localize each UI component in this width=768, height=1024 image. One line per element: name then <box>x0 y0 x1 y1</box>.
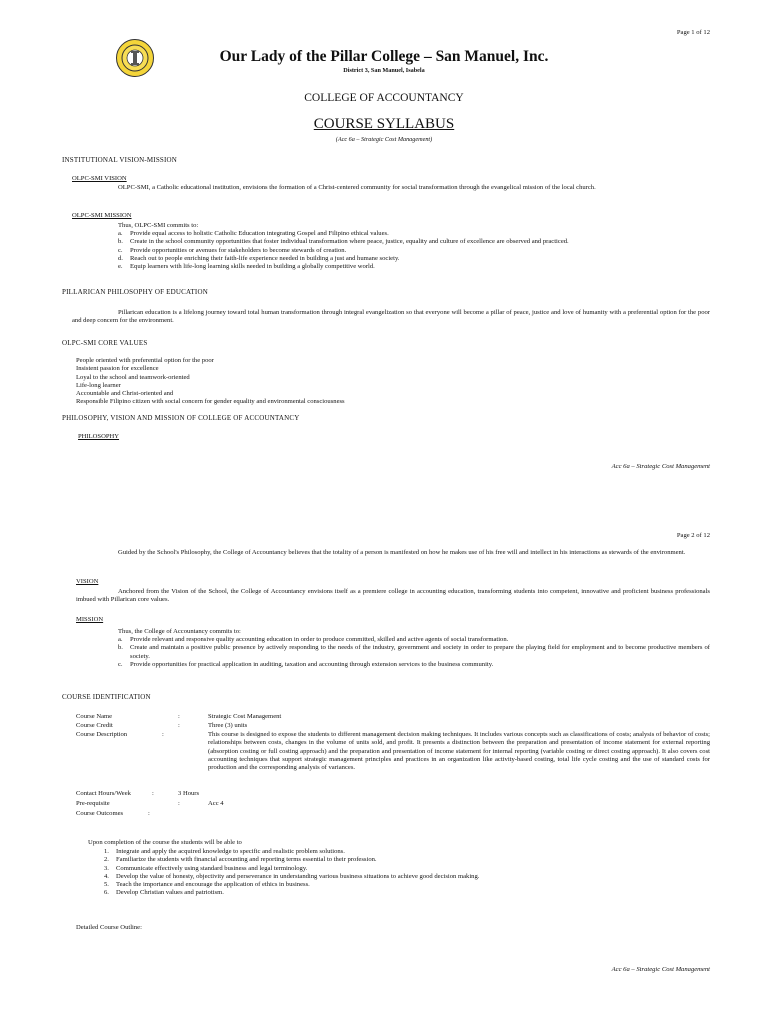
list-item: a. Provide relevant and responsive quality accounting education in order to produce committed, skilled and active agents of social transformation. <box>118 636 509 643</box>
detailed-course-outline-label: Detailed Course Outline: <box>76 924 142 931</box>
olpc-mission-intro: Thus, OLPC-SMI commits to: <box>118 222 199 229</box>
doc-title: COURSE SYLLABUS <box>313 116 455 132</box>
coa-mission-intro: Thus, the College of Accountancy commits to: <box>118 628 241 635</box>
course-credit-value: Three (3) units <box>208 722 248 729</box>
seal-icon <box>120 43 150 73</box>
coa-philosophy-heading: PHILOSOPHY <box>78 433 120 440</box>
list-item: b. Create in the school community opportunities that foster individual transformation where peace, justice, equality and culture of excellence are observed and practiced. <box>118 238 569 246</box>
page-number: Page 2 of 12 <box>676 532 710 539</box>
pillarican-philosophy-heading: PILLARICAN PHILOSOPHY OF EDUCATION <box>62 288 208 296</box>
course-outcomes-list <box>104 848 704 898</box>
list-item: e. Equip learners with life-long learning skills needed in building a globally competitive world. <box>118 263 375 271</box>
list-item: 1. Integrate and apply the acquired knowledge to specific and realistic problem solutions. <box>104 848 345 855</box>
list-item: Life-long learner <box>76 381 121 389</box>
contact-hours-colon: : <box>152 790 154 797</box>
coa-vision-text: Anchored from the Vision of the School, the College of Accountancy envisions itself as a premiere college in accounting education, transforming students into competent, innovative and proficient business professionals imbued with Pillarican core values. <box>76 588 710 604</box>
page-footer: Acc 6a – Strategic Cost Management <box>611 966 710 973</box>
coa-mission-heading: MISSION <box>76 616 104 623</box>
college-name: Our Lady of the Pillar College – San Manuel, Inc. <box>219 48 549 65</box>
list-item: 6. Develop Christian values and patriotism. <box>104 889 224 897</box>
coa-philosophy-text: Guided by the School's Philosophy, the College of Accountancy believes that the totality of a person is manifested on how he makes use of his free will and intellect in his interactions as stewards of the environment. <box>118 549 686 556</box>
course-outcomes-label: Course Outcomes <box>76 810 124 817</box>
course-subtitle: (Acc 6a – Strategic Cost Management) <box>335 136 433 143</box>
course-identification-heading: COURSE IDENTIFICATION <box>62 693 151 701</box>
list-item: 2. Familiarize the students with financial accounting and reporting terms essential to their profession. <box>104 856 377 864</box>
department-name: COLLEGE OF ACCOUNTANCY <box>304 92 464 104</box>
coa-vision-heading: VISION <box>76 578 99 585</box>
core-values-list <box>76 357 716 407</box>
prerequisite-label: Pre-requisite <box>76 800 110 807</box>
list-item: c. Provide opportunities or avenues for stakeholders to become stewards of creation. <box>118 246 347 254</box>
prerequisite-colon: : <box>178 800 180 807</box>
course-name-label: Course Name <box>76 713 113 720</box>
contact-hours-value: 3 Hours <box>178 790 200 797</box>
list-item: Responsible Filipino citizen with social concern for gender equality and environmental consciousness <box>76 398 345 406</box>
list-item: d. Reach out to people enriching their faith-life experience needed in building a just and humane society. <box>118 254 400 262</box>
list-item: People oriented with preferential option for the poor <box>76 357 214 364</box>
coa-pvm-heading: PHILOSOPHY, VISION AND MISSION OF COLLEGE OF ACCOUNTANCY <box>62 414 300 422</box>
course-description-label: Course Description <box>76 731 128 738</box>
list-item: 5. Teach the importance and encourage the application of ethics in business. <box>104 881 310 889</box>
list-item: b. Create and maintain a positive public presence by actively responding to the needs of the industry, government and society in order to prepare the playing field for employment and to become productive members of society. <box>118 644 710 660</box>
college-seal-logo <box>116 39 154 77</box>
course-credit-colon: : <box>178 722 180 729</box>
course-name-colon: : <box>178 713 180 720</box>
list-item: 4. Develop the value of honesty, objectivity and perseverance in understanding various business situations to achieve good decision making. <box>104 872 480 880</box>
contact-hours-label: Contact Hours/Week <box>76 790 131 797</box>
list-item: 3. Communicate effectively using standard business and legal terminology. <box>104 864 308 872</box>
list-item: Loyal to the school and teamwork-oriented <box>76 373 190 381</box>
olpc-mission-heading: OLPC-SMI MISSION <box>72 212 132 219</box>
list-item: Insistent passion for excellence <box>76 365 159 373</box>
list-item: c. Provide opportunities for practical application in auditing, taxation and accounting through extension services to the business community. <box>118 660 494 668</box>
olpc-mission-list <box>118 230 710 271</box>
section-heading-vision-mission: INSTITUTIONAL VISION-MISSION <box>62 156 178 164</box>
olpc-vision-heading: OLPC-SMI VISION <box>72 175 127 182</box>
list-item: a. Provide equal access to holistic Catholic Education integrating Gospel and Filipino ethical values. <box>118 230 389 237</box>
prerequisite-value: Acc 4 <box>208 800 224 807</box>
course-description-text: This course is designed to expose the students to different management decision making techniques. It includes various concepts such as classifications of costs; analysis of behavior of costs; relationships between costs, changes in the volume of units sold, and profit. It presents a distinction between the preparation and presentation of income statement for external reporting (absorption costing or full costing approach) and the preparation and presentation of income statement for internal reporting (variable costing or direct costing approach). It also covers cost accounting techniques that support strategic management principles and practices in an organization like activity-based costing, total life cycle costing and the use of standard costs for production and the corresponding analysis of variances. <box>208 731 710 772</box>
college-address: District 3, San Manuel, Isabela <box>343 67 425 74</box>
olpc-vision-text: OLPC-SMI, a Catholic educational institution, envisions the formation of a Christ-centered community for social transformation through the evangelical mission of the local church. <box>118 184 596 191</box>
page-footer: Acc 6a – Strategic Cost Management <box>611 463 710 470</box>
list-item: Accountable and Christ-oriented and <box>76 390 174 398</box>
course-name-value: Strategic Cost Management <box>208 713 282 720</box>
outcomes-intro: Upon completion of the course the students will be able to <box>88 839 242 846</box>
course-description-colon: : <box>162 731 164 738</box>
core-values-heading: OLPC-SMI CORE VALUES <box>62 339 148 347</box>
course-credit-label: Course Credit <box>76 722 113 729</box>
coa-mission-list <box>118 636 710 669</box>
pillarican-philosophy-text: Pillarican education is a lifelong journey toward total human transformation through integral evangelization so that everyone will become a pillar of peace, justice and love of humanity with a preferential option for the poor and deep concern for the environment. <box>72 309 710 325</box>
page-number: Page 1 of 12 <box>676 29 710 36</box>
course-outcomes-colon: : <box>148 810 150 817</box>
